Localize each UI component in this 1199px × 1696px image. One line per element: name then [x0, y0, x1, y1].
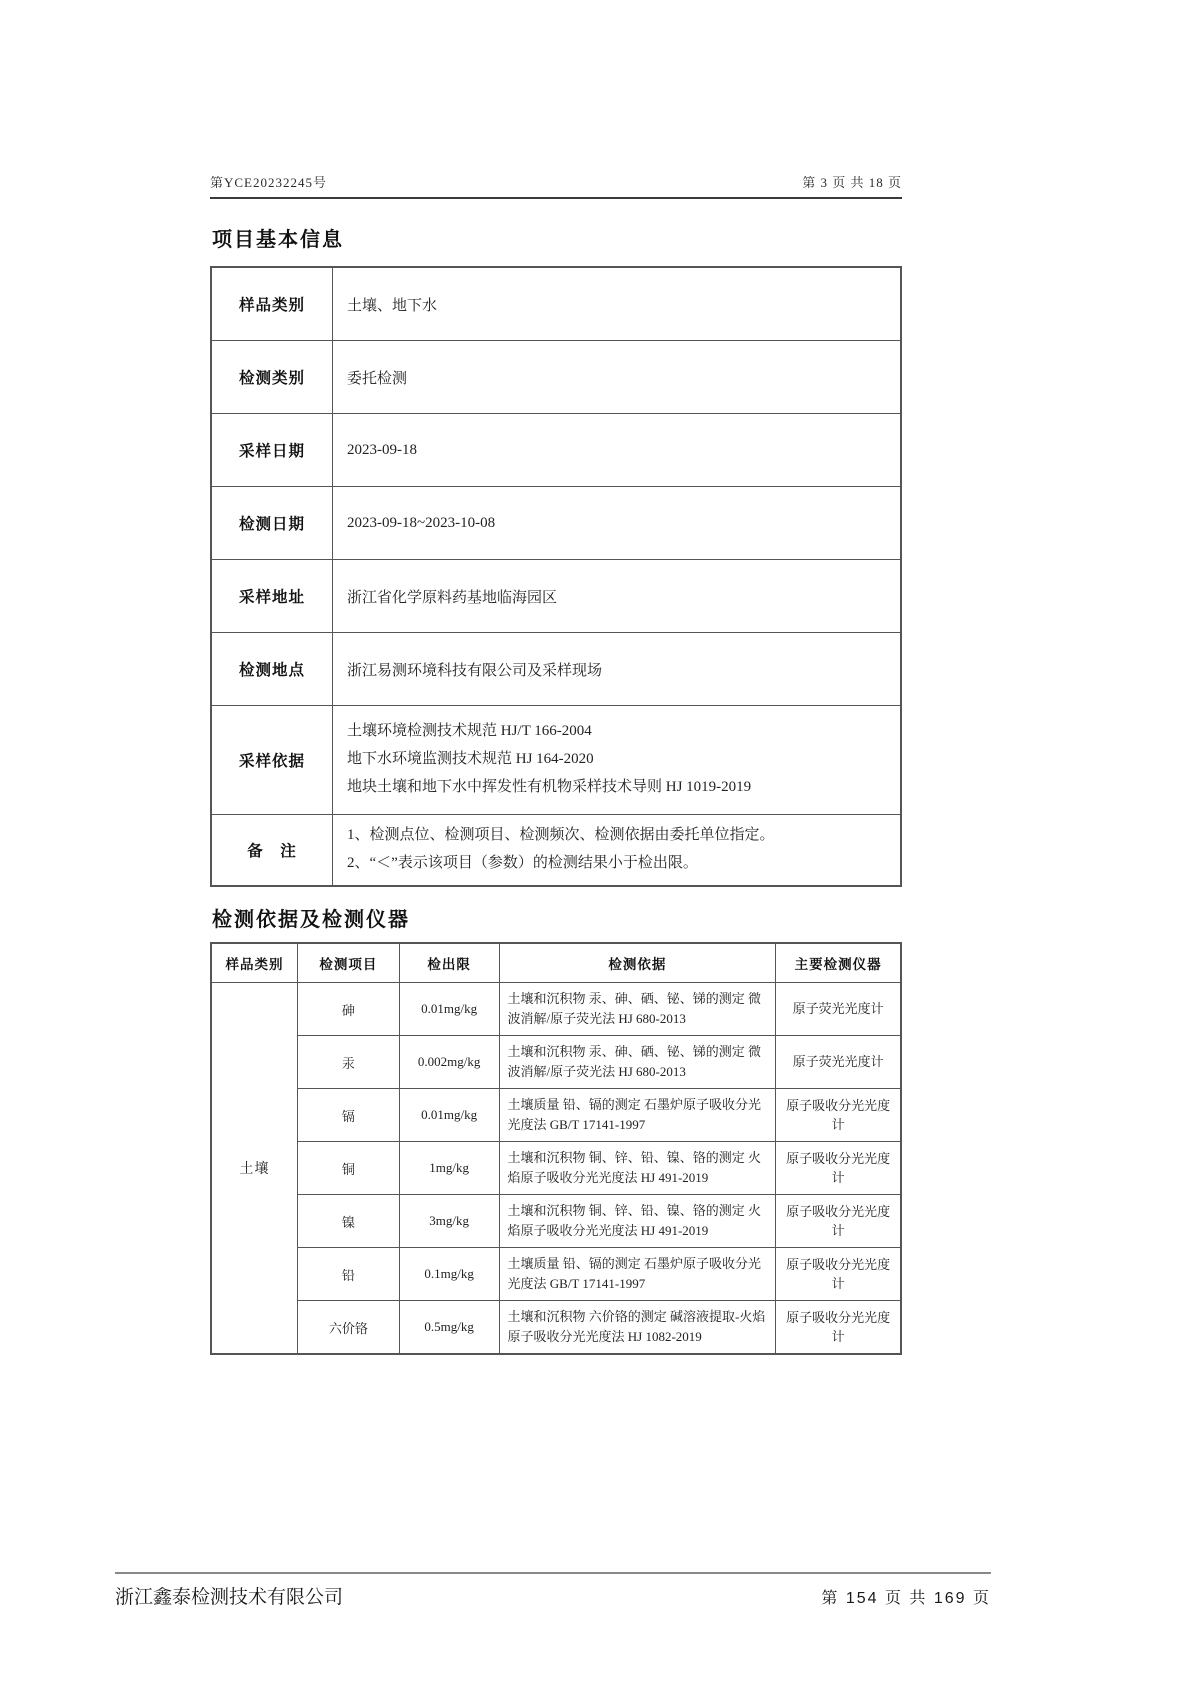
document-header [210, 172, 902, 199]
basis-cell: 土壤质量 铅、镉的测定 石墨炉原子吸收分光光度法 GB/T 17141-1997 [499, 1248, 776, 1301]
row-label: 检测地点 [211, 633, 333, 706]
footer-page-indicator: 第 154 页 共 169 页 [821, 1590, 991, 1607]
limit-cell: 0.01mg/kg [399, 1089, 499, 1142]
col-header-item: 检测项目 [298, 943, 400, 983]
row-label: 备 注 [211, 815, 333, 887]
table-row [211, 633, 901, 706]
sample-type-cell: 土壤 [211, 983, 298, 1355]
row-value [333, 815, 902, 887]
instrument-cell: 原子荧光光度计 [776, 1036, 901, 1089]
row-label: 样品类别 [211, 267, 333, 341]
instrument-cell: 原子吸收分光光度计 [776, 1089, 901, 1142]
table-row [211, 267, 901, 341]
table-row [211, 560, 901, 633]
row-value [333, 706, 902, 815]
item-cell: 汞 [298, 1036, 400, 1089]
col-header-instrument: 主要检测仪器 [776, 943, 901, 983]
row-value: 土壤、地下水 [333, 267, 902, 341]
row-label: 检测类别 [211, 341, 333, 414]
table-row-sampling-basis [211, 706, 901, 815]
table-row-remark [211, 815, 901, 887]
table-row [211, 414, 901, 487]
section-title-basic-info: 项目基本信息 [212, 229, 344, 251]
instrument-cell: 原子吸收分光光度计 [776, 1142, 901, 1195]
basis-cell: 土壤和沉积物 铜、锌、铅、镍、铬的测定 火焰原子吸收分光光度法 HJ 491-2019 [499, 1195, 776, 1248]
methods-header-row [211, 943, 901, 983]
item-cell: 砷 [298, 983, 400, 1036]
col-header-basis: 检测依据 [499, 943, 776, 983]
item-cell: 镍 [298, 1195, 400, 1248]
basis-cell: 土壤和沉积物 汞、砷、硒、铋、锑的测定 微波消解/原子荧光法 HJ 680-2013 [499, 1036, 776, 1089]
basis-cell: 土壤和沉积物 汞、砷、硒、铋、锑的测定 微波消解/原子荧光法 HJ 680-2013 [499, 983, 776, 1036]
row-label: 检测日期 [211, 487, 333, 560]
method-row [211, 1248, 901, 1301]
instrument-cell: 原子吸收分光光度计 [776, 1301, 901, 1355]
basis-cell: 土壤质量 铅、镉的测定 石墨炉原子吸收分光光度法 GB/T 17141-1997 [499, 1089, 776, 1142]
item-cell: 铜 [298, 1142, 400, 1195]
row-label: 采样日期 [211, 414, 333, 487]
limit-cell: 1mg/kg [399, 1142, 499, 1195]
row-value: 浙江易测环境科技有限公司及采样现场 [333, 633, 902, 706]
remark-line: 2、“＜”表示该项目（参数）的检测结果小于检出限。 [347, 855, 698, 871]
method-row [211, 1301, 901, 1355]
table-row [211, 341, 901, 414]
col-header-limit: 检出限 [399, 943, 499, 983]
row-value: 委托检测 [333, 341, 902, 414]
page-footer [115, 1572, 991, 1609]
item-cell: 六价铬 [298, 1301, 400, 1355]
item-cell: 铅 [298, 1248, 400, 1301]
row-label: 采样地址 [211, 560, 333, 633]
row-value: 浙江省化学原料药基地临海园区 [333, 560, 902, 633]
instrument-cell: 原子吸收分光光度计 [776, 1195, 901, 1248]
method-row [211, 983, 901, 1036]
limit-cell: 3mg/kg [399, 1195, 499, 1248]
limit-cell: 0.01mg/kg [399, 983, 499, 1036]
basic-info-table [210, 266, 902, 887]
basis-cell: 土壤和沉积物 铜、锌、铅、镍、铬的测定 火焰原子吸收分光光度法 HJ 491-2019 [499, 1142, 776, 1195]
item-cell: 镉 [298, 1089, 400, 1142]
method-row [211, 1036, 901, 1089]
limit-cell: 0.5mg/kg [399, 1301, 499, 1355]
document-page-indicator: 第 3 页 共 18 页 [802, 175, 902, 190]
table-row [211, 487, 901, 560]
document-number: 第YCE20232245号 [210, 175, 328, 190]
remark-line: 1、检测点位、检测项目、检测频次、检测依据由委托单位指定。 [347, 827, 775, 844]
section-title-methods: 检测依据及检测仪器 [212, 909, 410, 931]
row-label: 采样依据 [211, 706, 333, 815]
basis-cell: 土壤和沉积物 六价铬的测定 碱溶液提取-火焰原子吸收分光光度法 HJ 1082-2019 [499, 1301, 776, 1355]
instrument-cell: 原子吸收分光光度计 [776, 1248, 901, 1301]
row-value: 2023-09-18 [333, 414, 902, 487]
method-row [211, 1089, 901, 1142]
basis-line: 地下水环境监测技术规范 HJ 164-2020 [347, 751, 594, 768]
row-value: 2023-09-18~2023-10-08 [333, 487, 902, 560]
method-row [211, 1142, 901, 1195]
method-row [211, 1195, 901, 1248]
methods-table [210, 942, 902, 1355]
col-header-sample-type: 样品类别 [211, 943, 298, 983]
footer-company-name: 浙江鑫泰检测技术有限公司 [115, 1587, 344, 1608]
instrument-cell: 原子荧光光度计 [776, 983, 901, 1036]
basis-line: 土壤环境检测技术规范 HJ/T 166-2004 [347, 723, 592, 740]
limit-cell: 0.002mg/kg [399, 1036, 499, 1089]
basis-line: 地块土壤和地下水中挥发性有机物采样技术导则 HJ 1019-2019 [347, 778, 752, 795]
scanned-document [210, 172, 902, 1355]
limit-cell: 0.1mg/kg [399, 1248, 499, 1301]
